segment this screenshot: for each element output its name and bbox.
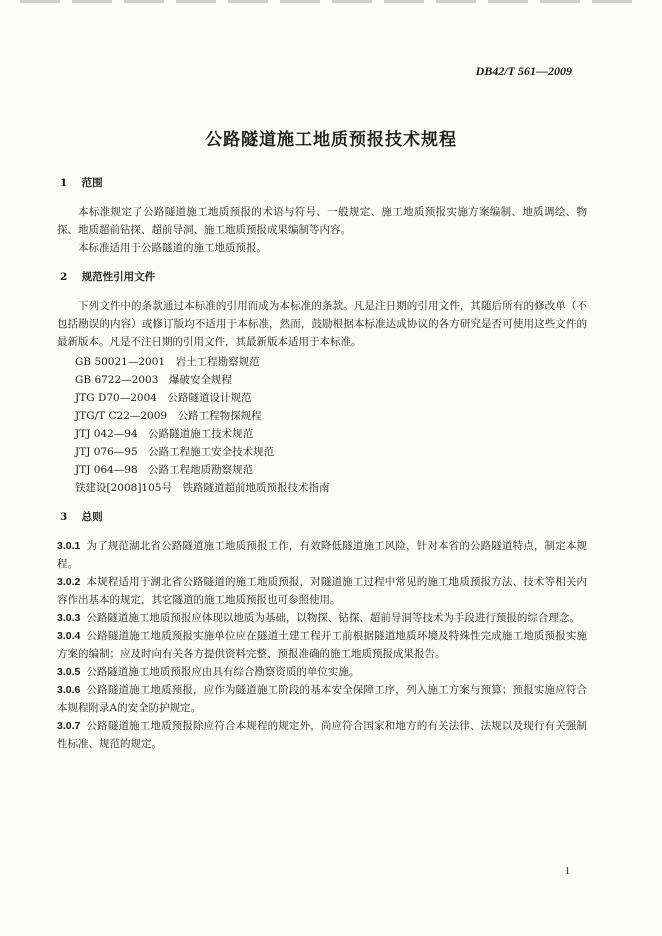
clause-number: 3.0.3 (57, 612, 81, 624)
section-heading-2 (57, 269, 587, 285)
reference-item: JTG D70—2004 公路隧道设计规范 (75, 392, 252, 404)
clause-number: 3.0.2 (57, 576, 81, 588)
clause-text: 公路隧道施工地质预报，应作为隧道施工阶段的基本安全保障工序，列入施工方案与预算；预报实施应符合本规程附录A的安全防护规定。 (57, 684, 587, 714)
section-title: 总则 (81, 511, 103, 523)
clause-number: 3.0.7 (57, 720, 81, 732)
scope-paragraph-1: 本标准规定了公路隧道施工地质预报的术语与符号、一般规定、施工地质预报实施方案编制、地质调绘、物探、地质超前钻探、超前导洞、施工地质预报成果编制等内容。 (57, 206, 587, 236)
clause-number: 3.0.5 (57, 666, 81, 678)
reference-item: JTG/T C22—2009 公路工程物探规程 (75, 410, 262, 422)
reference-list (75, 353, 587, 497)
clause-text: 公路隧道施工地质预报应由具有综合勘察资质的单位实施。 (86, 666, 360, 678)
section-title: 范围 (81, 177, 103, 189)
clause-number: 3.0.4 (57, 630, 81, 642)
page-title: 公路隧道施工地质预报技术规程 (205, 130, 457, 150)
clause-text: 公路隧道施工地质预报实施单位应在隧道土建工程开工前根据隧道地质环境及特殊性完成施工地质预报实施方案的编制；应及时向有关各方提供资料完整、预报准确的施工地质预报成果报告。 (57, 630, 587, 660)
clause-number: 3.0.6 (57, 684, 81, 696)
reference-item: JTJ 042—94 公路隧道施工技术规范 (75, 428, 254, 440)
reference-item: 铁建设[2008]105号 铁路隧道超前地质预报技术指南 (75, 482, 330, 494)
clause-3-0-7 (57, 717, 587, 753)
reference-item: GB 50021—2001 岩土工程勘察规范 (75, 356, 260, 368)
section-heading-3 (57, 509, 587, 525)
reference-item: GB 6722—2003 爆破安全规程 (75, 374, 232, 386)
section-number: 3 (60, 511, 68, 523)
reference-item: JTJ 064—98 公路工程地质勘察规范 (75, 464, 254, 476)
clause-text: 为了规范湖北省公路隧道施工地质预报工作，有效降低隧道施工风险，针对本省的公路隧道特点，制定本规程。 (57, 540, 587, 570)
section-heading-1 (57, 175, 587, 191)
document-number: DB42/T 561—2009 (475, 64, 572, 78)
clause-3-0-1 (57, 537, 587, 573)
clause-3-0-3 (57, 609, 587, 627)
clause-3-0-4 (57, 627, 587, 663)
section-title: 规范性引用文件 (81, 271, 156, 283)
clause-3-0-6 (57, 681, 587, 717)
scan-edge-artifact (20, 0, 642, 3)
section-number: 1 (60, 177, 68, 189)
document-body (57, 175, 587, 753)
clause-number: 3.0.1 (57, 540, 81, 552)
clause-text: 公路隧道施工地质预报除应符合本规程的规定外，尚应符合国家和地方的有关法律、法规以及现行有关强制性标准、规范的规定。 (57, 720, 587, 750)
clause-text: 公路隧道施工地质预报应体现以地质为基础，以物探、钻探、超前导洞等技术为手段进行预报的综合理念。 (86, 612, 580, 624)
section-number: 2 (60, 271, 68, 283)
clause-3-0-5 (57, 663, 587, 681)
scope-paragraph-2: 本标准适用于公路隧道的施工地质预报。 (78, 242, 267, 254)
clause-3-0-2 (57, 573, 587, 609)
clause-text: 本规程适用于湖北省公路隧道的施工地质预报，对隧道施工过程中常见的施工地质预报方法、技术等相关内容作出基本的规定，其它隧道的施工地质预报也可参照使用。 (57, 576, 587, 606)
reference-item: JTJ 076—95 公路工程施工安全技术规范 (75, 446, 275, 458)
normative-intro: 下列文件中的条款通过本标准的引用而成为本标准的条款。凡是注日期的引用文件，其随后所有的修改单（不包括勘误的内容）或修订版均不适用于本标准，然而，鼓励根据本标准达成协议的各方研究是否可使用这些文件的最新版本。凡是不注日期的引用文件，其最新版本适用于本标准。 (57, 300, 587, 348)
page-number: 1 (565, 866, 570, 877)
